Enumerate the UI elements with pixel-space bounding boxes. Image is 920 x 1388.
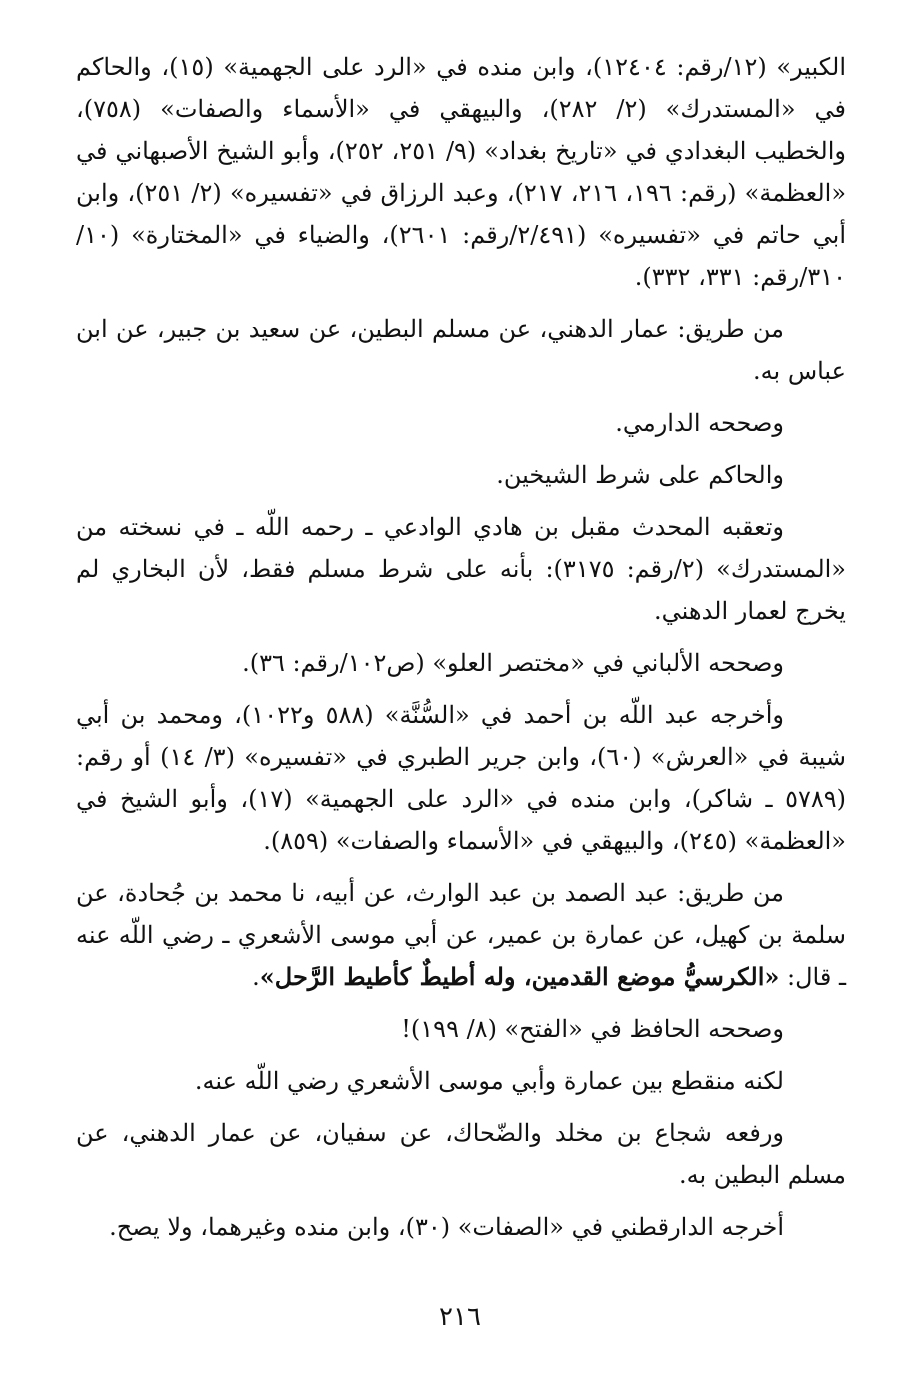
paragraph-chain-of-narration — [76, 308, 846, 392]
paragraph-hafiz-authentication — [76, 1008, 846, 1050]
paragraph-text: وتعقبه المحدث مقبل بن هادي الوادعي ـ رحمه اللّه ـ في نسخته من «المستدرك» (٢/رقم: ٣١٧٥): بأنه على شرط مسلم فقط، لأن البخاري لم يخرج لعمار الدهني. — [76, 513, 846, 625]
paragraph-disconnection-note — [76, 1060, 846, 1102]
paragraph-text: ورفعه شجاع بن مخلد والضّحاك، عن سفيان، عن عمار الدهني، عن مسلم البطين به. — [76, 1119, 846, 1189]
paragraph-text: أخرجه الدارقطني في «الصفات» (٣٠)، وابن منده وغيرهما، ولا يصح. — [109, 1213, 784, 1241]
paragraph-text: الكبير» (١٢/رقم: ١٢٤٠٤)، وابن منده في «الرد على الجهمية» (١٥)، والحاكم في «المستدرك» (٢/ ٢٨٢)، والبيهقي في «الأسماء والصفات» (٧٥٨)، والخطيب البغدادي في «تاريخ بغداد» (٩/ ٢٥١، ٢٥٢)، وأبو الشيخ الأصبهاني في «العظمة» (رقم: ١٩٦، ٢١٦، ٢١٧)، وعبد الرزاق في «تفسيره» (٢/ ٢٥١)، وابن أبي حاتم في «تفسيره» (٢/٤٩١/رقم: ٢٦٠١)، والضياء في «المختارة» (١٠/ ٣١٠/رقم: ٣٣١، ٣٣٢). — [76, 53, 847, 291]
paragraph-wadii-critique — [76, 506, 846, 632]
paragraph-albani-authentication — [76, 642, 846, 684]
paragraph-text: من طريق: عمار الدهني، عن مسلم البطين، عن سعيد بن جبير، عن ابن عباس به. — [76, 315, 846, 385]
page-body — [76, 46, 846, 1256]
paragraph-hakim-authentication — [76, 454, 846, 496]
paragraph-second-chain — [76, 872, 846, 998]
paragraph-text: وصححه الحافظ في «الفتح» (٨/ ١٩٩)! — [401, 1015, 784, 1043]
paragraph-daraqutni-reference — [76, 1206, 846, 1248]
page-number: ٢١٦ — [439, 1302, 481, 1332]
paragraph-darimi-authentication — [76, 402, 846, 444]
paragraph-text: لكنه منقطع بين عمارة وأبي موسى الأشعري رضي اللّه عنه. — [194, 1067, 784, 1095]
paragraph-text: والحاكم على شرط الشيخين. — [496, 461, 784, 489]
paragraph-other-references — [76, 694, 846, 862]
paragraph-references-continued — [76, 46, 846, 298]
hadith-quote: «الكرسيُّ موضع القدمين، وله أطيطٌ كأطيط الرَّحل» — [259, 962, 780, 991]
paragraph-text: وأخرجه عبد اللّه بن أحمد في «السُّنَّة» (٥٨٨ و١٠٢٢)، ومحمد بن أبي شيبة في «العرش» (٦٠)، وابن جرير الطبري في «تفسيره» (٣/ ١٤) أو رقم: (٥٧٨٩ ـ شاكر)، وابن منده في «الرد على الجهمية» (١٧)، وأبو الشيخ في «العظمة» (٢٤٥)، والبيهقي في «الأسماء والصفات» (٨٥٩). — [76, 701, 846, 855]
paragraph-tail: . — [252, 963, 260, 991]
paragraph-text: وصححه الدارمي. — [615, 409, 784, 437]
paragraph-text: وصححه الألباني في «مختصر العلو» (ص١٠٢/رقم: ٣٦). — [242, 649, 784, 677]
paragraph-marfu-narration — [76, 1112, 846, 1196]
paragraph-text: من طريق: عبد الصمد بن عبد الوارث، عن أبيه، نا محمد بن جُحادة، عن سلمة بن كهيل، عن عمارة بن عمير، عن أبي موسى الأشعري ـ رضي اللّه عنه ـ قال: — [76, 879, 846, 991]
